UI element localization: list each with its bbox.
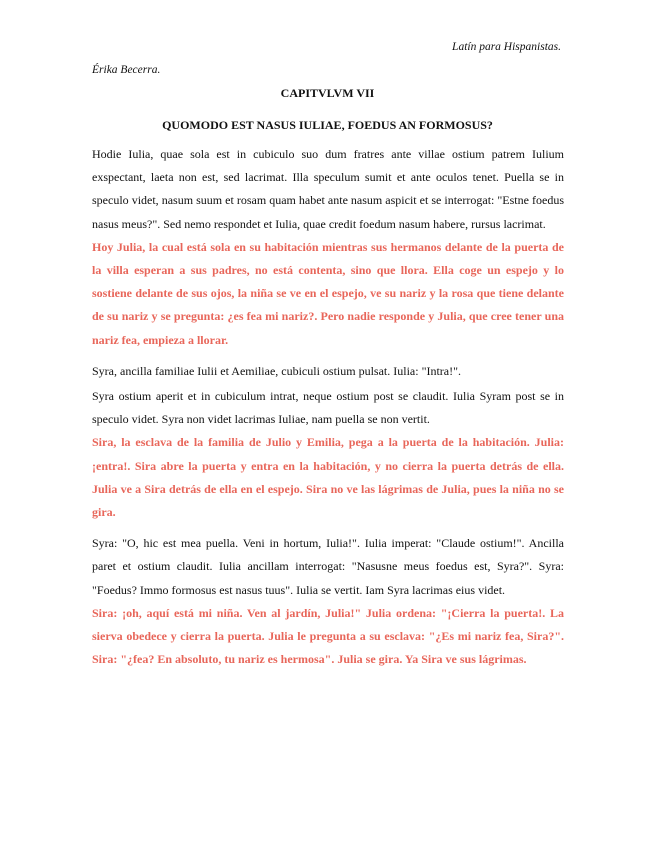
header-course-title: Latín para Hispanistas. [452,41,561,53]
spanish-translation: Sira: ¡oh, aquí está mi niña. Ven al jardín, Julia!" Julia ordena: "¡Cierra la puerta!. La sierva obedece y cierra la puerta. Julia le pregunta a su esclava: "¿Es mi nariz fea, Sira?". Sira: "¿fea? En absoluto, tu nariz es hermosa". Julia se gira. Ya Sira ve sus lágrimas. [92,605,564,667]
spanish-translation: Hoy Julia, la cual está sola en su habitación mientras sus hermanos delante de la puerta de la villa esperan a sus padres, no está contenta, sino que llora. Ella coge un espejo y lo sostiene delante de sus ojos, la niña se ve en el espejo, ve su nariz y la rosa que tiene delante de su nariz y se pregunta: ¿es fea mi nariz?. Pero nadie responde y Julia, que cree tener una nariz fea, empieza a llorar. [92,239,564,347]
chapter-subtitle: QUOMODO EST NASUS IULIAE, FOEDUS AN FORMOSUS? [162,118,493,132]
latin-paragraph: Hodie Iulia, quae sola est in cubiculo suo dum fratres ante villae ostium patrem Iulium exspectant, laeta non est, sed lacrimat. Illa speculum sumit et ante oculos tenet. Puella se in speculo videt, nasum suum et rosam quam habet ante nasum aspicit et se interrogat: "Estne foedus nasus meus?". Sed nemo respondet et Iulia, quae credit foedum nasum habere, rursus lacrimat. [92,147,564,231]
latin-paragraph: Syra: "O, hic est mea puella. Veni in hortum, Iulia!". Iulia imperat: "Claude ostium!". Ancilla paret et ostium claudit. Iulia ancillam interrogat: "Nasusne meus foedus est, Syra?". Syra: "Foedus? Immo formosus est nasus tuus". Iulia se vertit. Iam Syra lacrimas eius videt. [92,536,564,597]
latin-paragraph: Syra, ancilla familiae Iulii et Aemiliae, cubiculi ostium pulsat. Iulia: "Intra!". [92,363,462,378]
latin-paragraph: Syra ostium aperit et in cubiculum intrat, neque ostium post se claudit. Iulia Syram post se in speculo videt. Syra non videt lacrimas Iuliae, nam puella se non vertit. [92,389,564,427]
header-author: Érika Becerra. [92,64,161,76]
document-body [92,143,564,671]
chapter-title: CAPITVLVM VII [280,86,375,100]
spanish-translation: Sira, la esclava de la familia de Julio y Emilia, pega a la puerta de la habitación. Julia: ¡entra!. Sira abre la puerta y entra en la habitación, y no cierra la puerta detrás de ella. Julia ve a Sira detrás de ella en el espejo. Sira no ve las lágrimas de Julia, pues la niña no se gira. [92,435,564,520]
